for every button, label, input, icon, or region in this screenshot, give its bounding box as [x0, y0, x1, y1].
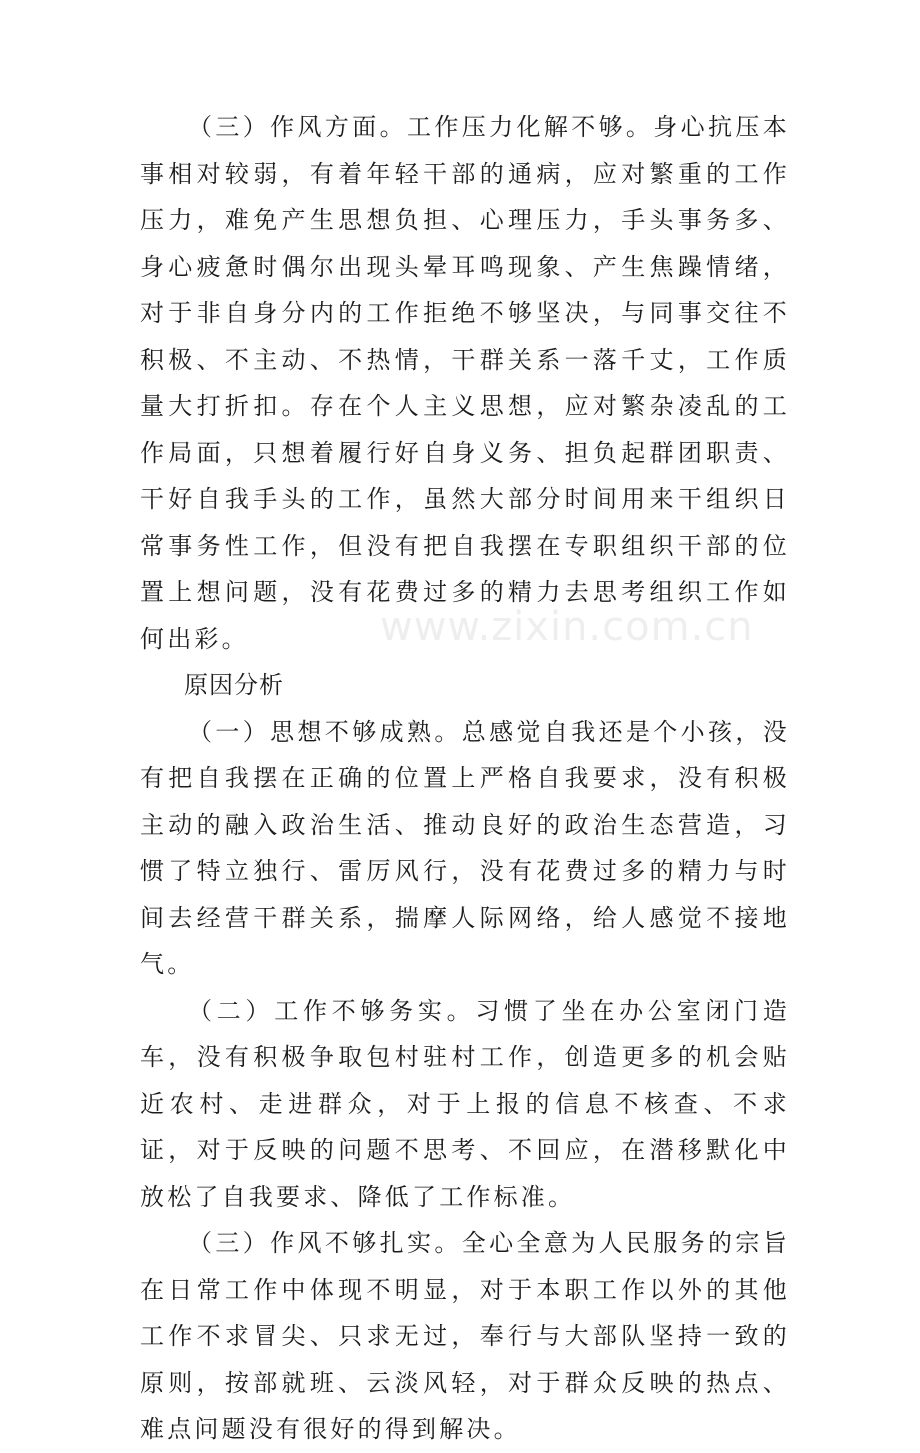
paragraph-work-style-solidity: （三）作风不够扎实。全心全意为人民服务的宗旨在日常工作中体现不明显，对于本职工作以外的其他工作不求冒尖、只求无过，奉行与大部队坚持一致的原则，按部就班、云淡风轻，对于群众反映的热点、难点问题没有很好的得到解决。: [140, 1229, 790, 1443]
paragraph-work-style: （三）作风方面。工作压力化解不够。身心抗压本事相对较弱，有着年轻干部的通病，应对繁重的工作压力，难免产生思想负担、心理压力，手头事务多、身心疲惫时偶尔出现头晕耳鸣现象、产生焦躁情绪，对于非自身分内的工作拒绝不够坚决，与同事交往不积极、不主动、不热情，干群关系一落千丈，工作质量大打折扣。存在个人主义思想，应对繁杂凌乱的工作局面，只想着履行好自身义务、担负起群团职责、干好自我手头的工作，虽然大部分时间用来干组织日常事务性工作，但没有把自我摆在专职组织干部的位置上想问题，没有花费过多的精力去思考组织工作如何出彩。: [140, 113, 790, 653]
section-heading-cause-analysis: 原因分析: [184, 671, 284, 699]
paragraph-thinking: （一）思想不够成熟。总感觉自我还是个小孩，没有把自我摆在正确的位置上严格自我要求，没有积极主动的融入政治生活、推动良好的政治生态营造，习惯了特立独行、雷厉风行，没有花费过多的精力与时间去经营干群关系，揣摩人际网络，给人感觉不接地气。: [140, 717, 790, 978]
paragraph-work-practicality: （二）工作不够务实。习惯了坐在办公室闭门造车，没有积极争取包村驻村工作，创造更多的机会贴近农村、走进群众，对于上报的信息不核查、不求证，对于反映的问题不思考、不回应，在潜移默化中放松了自我要求、降低了工作标准。: [140, 996, 790, 1211]
document-body: [140, 104, 790, 1453]
watermark: www.zixin.com.cn: [380, 604, 754, 650]
